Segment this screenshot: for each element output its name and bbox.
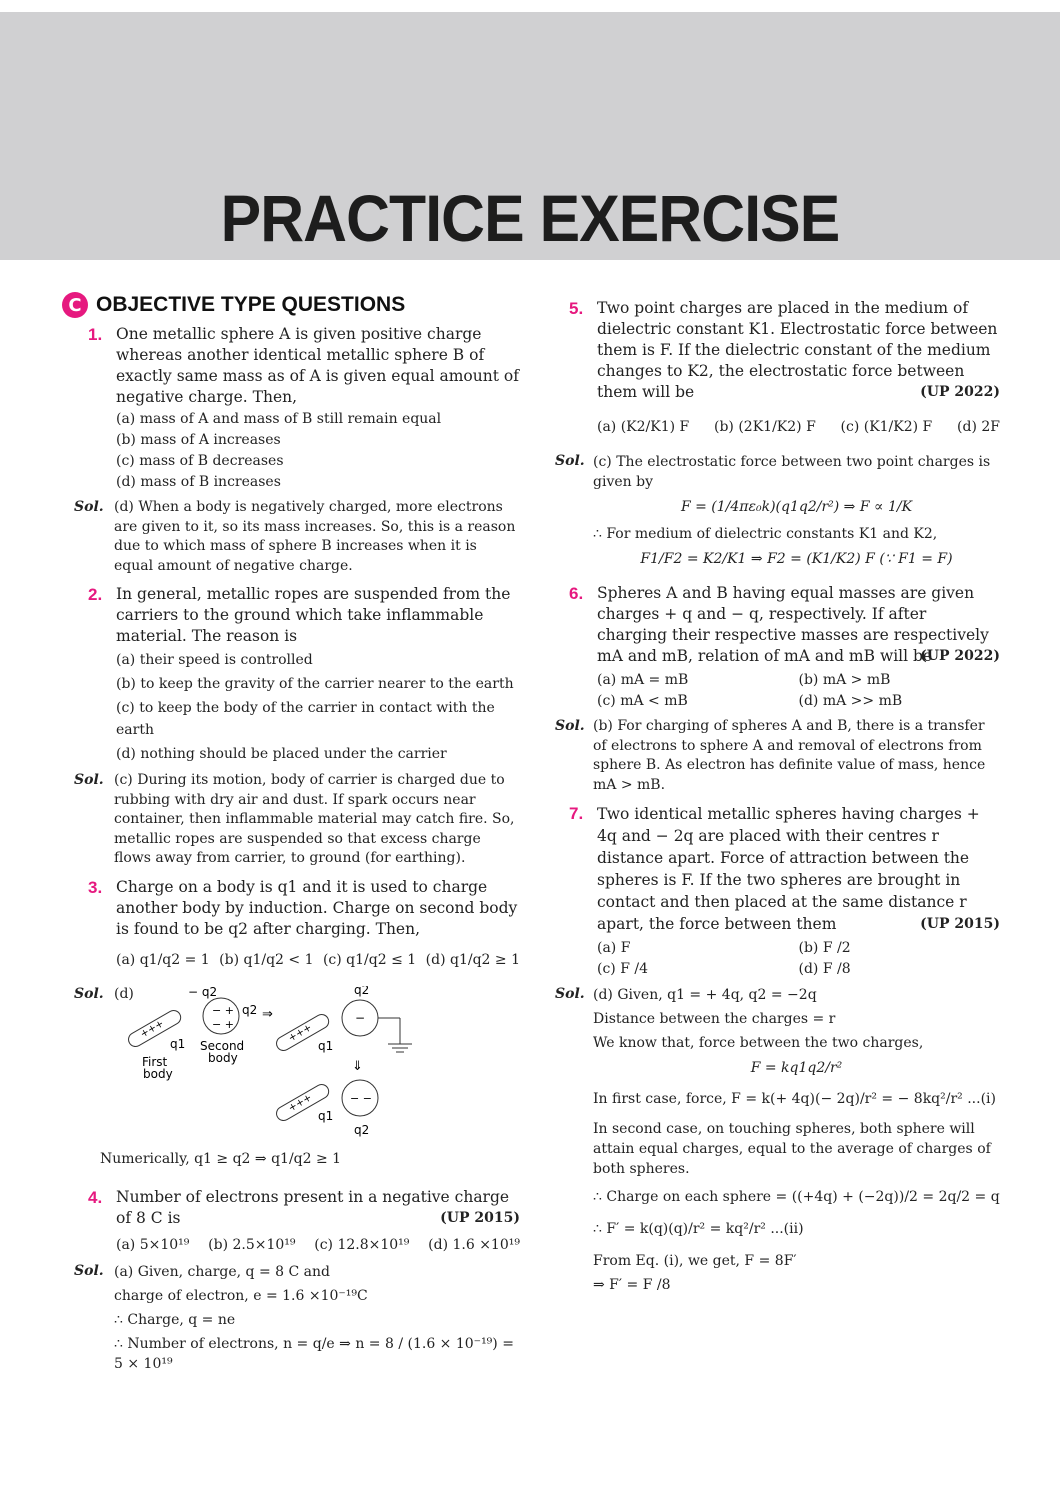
source-tag: (UP 2015) <box>440 1209 520 1226</box>
option: (c) (K1/K2) F <box>840 419 933 435</box>
option: (b) mass of A increases <box>116 432 281 448</box>
question-3 <box>62 877 520 971</box>
svg-text:q2: q2 <box>354 986 370 997</box>
option: (a) mA = mB <box>597 672 689 688</box>
grounded-sphere <box>342 986 412 1074</box>
option: (c) mA < mB <box>597 693 688 709</box>
title-banner <box>0 12 1060 260</box>
solution-1 <box>62 498 520 576</box>
solution-4 <box>62 1262 520 1374</box>
option: (a) their speed is controlled <box>116 652 313 668</box>
sol-line: ∴ Charge on each sphere = ((+4q) + (−2q))/2 = 2q/2 = q <box>593 1188 1000 1205</box>
source-tag: (UP 2022) <box>920 384 1000 400</box>
solution-5 <box>555 452 1000 569</box>
options <box>116 950 520 971</box>
sol-equation: F = (1/4πε₀k)(q1q2/r²) ⇒ F ∝ 1/K <box>680 499 913 515</box>
svg-text:+++: +++ <box>286 1092 314 1115</box>
sol-line: ∴ Charge, q = ne <box>114 1311 236 1328</box>
sol-text: (b) For charging of spheres A and B, there is a transfer of electrons to sphere A and removal of electrons from sphere B. As electron has definite value of mass, hence mA > mB. <box>593 718 986 793</box>
question-number: 5. <box>569 299 584 318</box>
option: (c) mass of B decreases <box>116 453 284 469</box>
question-text: Two identical metallic spheres having charges + 4q and − 2q are placed with their centres r distance apart. Force of attraction between the spheres is F. If the two spheres are brought in contact and then placed at the same distance r apart, the force between them <box>597 805 980 933</box>
sol-text: (d) When a body is negatively charged, more electrons are given to it, so its mass increases. So, this is a reason due to which mass of sphere B increases when it is equal amount of negative charge. <box>114 499 516 574</box>
svg-text:q2: q2 <box>354 1123 370 1137</box>
option: (b) 2.5×10¹⁹ <box>208 1236 296 1253</box>
options <box>597 939 1000 979</box>
svg-text:− +: − + <box>212 1018 234 1031</box>
option: (c) 12.8×10¹⁹ <box>314 1236 410 1253</box>
options <box>597 417 1000 438</box>
section-heading <box>62 292 520 318</box>
sol-line: We know that, force between the two charges, <box>593 1035 924 1051</box>
options <box>116 649 520 765</box>
sol-equation: F1/F2 = K2/K1 ⇒ F2 = (K1/K2) F (∵ F1 = F) <box>640 550 953 567</box>
option: (a) F <box>597 940 631 956</box>
left-column <box>62 292 520 1378</box>
question-7 <box>555 803 1000 979</box>
question-text: One metallic sphere A is given positive charge whereas another identical metallic sphere B of exactly same mass as of A is given equal amount of negative charge. Then, <box>116 325 519 406</box>
q1-label: q1 <box>170 1037 186 1051</box>
option: (a) 5×10¹⁹ <box>116 1236 190 1253</box>
sol-line: ⇒ F′ = F /8 <box>593 1276 671 1293</box>
question-number: 6. <box>569 584 584 603</box>
question-text: Spheres A and B having equal masses are given charges + q and − q, respectively. If after charging their respective masses are respectively mA and mB, relation of mA and mB will be <box>597 584 989 665</box>
sol-line: ∴ For medium of dielectric constants K1 and K2, <box>593 525 938 542</box>
svg-text:q1: q1 <box>318 1039 334 1053</box>
sol-line: (a) Given, charge, q = 8 C and <box>114 1263 330 1280</box>
induction-figure <box>100 986 450 1146</box>
solution-3 <box>62 985 520 1169</box>
sol-line: (d) Given, q1 = + 4q, q2 = −2q <box>593 987 817 1003</box>
sol-line: In first case, force, F = k(+ 4q)(− 2q)/r² = − 8kq²/r² ...(i) <box>593 1090 996 1107</box>
question-text: Two point charges are placed in the medium of dielectric constant K1. Electrostatic force between them is F. If the dielectric constant of the medium changes to K2, the electrostatic force between them will be <box>597 299 998 401</box>
option: (b) mA > mB <box>798 672 891 688</box>
option: (d) 1.6 ×10¹⁹ <box>428 1236 520 1253</box>
question-text: Number of electrons present in a negative charge of 8 C is <box>116 1187 510 1227</box>
question-text: In general, metallic ropes are suspended from the carriers to the ground which take inflammable material. The reason is <box>116 585 511 645</box>
option: (c) F /4 <box>597 961 649 977</box>
sol-label: Sol. <box>74 772 104 788</box>
final-state <box>274 1080 378 1137</box>
sol-label: Sol. <box>74 1262 104 1279</box>
sol-label: Sol. <box>555 718 585 734</box>
question-1 <box>62 324 520 492</box>
first-body-rod <box>126 1008 185 1081</box>
question-number: 7. <box>569 804 584 823</box>
arrow-icon: ⇒ <box>262 1007 273 1022</box>
sol-label: Sol. <box>555 986 585 1002</box>
sol-line: In second case, on touching spheres, both sphere will attain equal charges, equal to the average of charges of both spheres. <box>593 1120 991 1177</box>
sol-line: (c) The electrostatic force between two point charges is given by <box>593 454 991 490</box>
sol-equation: F = kq1q2/r² <box>750 1060 843 1076</box>
svg-text:q1: q1 <box>318 1109 334 1123</box>
question-2 <box>62 584 520 765</box>
options <box>116 410 520 492</box>
section-title: OBJECTIVE TYPE QUESTIONS <box>96 293 406 316</box>
page-title: PRACTICE EXERCISE <box>220 181 840 255</box>
question-4 <box>62 1187 520 1256</box>
sol-line: From Eq. (i), we get, F = 8F′ <box>593 1252 797 1269</box>
middle-rod <box>274 1012 333 1053</box>
option: (d) q1/q2 ≥ 1 <box>425 951 520 968</box>
question-number: 2. <box>88 585 103 604</box>
question-text: Charge on a body is q1 and it is used to charge another body by induction. Charge on second body is found to be q2 after charging. Then, <box>116 877 518 938</box>
solution-2 <box>62 771 520 869</box>
sol-line: charge of electron, e = 1.6 ×10⁻¹⁹C <box>114 1287 368 1304</box>
option: (c) q1/q2 ≤ 1 <box>322 951 417 968</box>
down-arrow-icon: ⇓ <box>352 1059 363 1074</box>
svg-text:− +: − + <box>212 1004 234 1017</box>
question-number: 1. <box>88 325 103 344</box>
option: (b) to keep the gravity of the carrier nearer to the earth <box>116 676 514 692</box>
first-body-label: First <box>142 1055 168 1069</box>
option: (b) (2K1/K2) F <box>714 419 816 435</box>
svg-text:+++: +++ <box>286 1022 314 1045</box>
options <box>116 1235 520 1256</box>
solution-6 <box>555 717 1000 795</box>
section-c-icon: C <box>62 292 88 318</box>
question-6 <box>555 583 1000 711</box>
option: (a) q1/q2 = 1 <box>116 951 210 968</box>
second-body-sphere <box>188 986 273 1065</box>
source-tag: (UP 2015) <box>920 916 1000 932</box>
right-column <box>555 298 1000 1299</box>
q2-label: q2 <box>242 1003 258 1017</box>
neg-q2-label: − q2 <box>188 986 218 999</box>
sol-line: Distance between the charges = r <box>593 1011 836 1027</box>
solution-7 <box>555 985 1000 1295</box>
sol-label: Sol. <box>74 985 104 1002</box>
option: (c) to keep the body of the carrier in contact with the earth <box>116 700 495 738</box>
question-number: 3. <box>88 877 103 897</box>
numerically-line: Numerically, q1 ≥ q2 ⇒ q1/q2 ≥ 1 <box>100 1150 342 1167</box>
first-body-label-2: body <box>143 1067 173 1081</box>
svg-text:−: − <box>355 1011 366 1025</box>
plus-signs: +++ <box>138 1018 166 1041</box>
option: (b) F /2 <box>798 940 851 956</box>
question-5 <box>555 298 1000 438</box>
svg-text:− −: − − <box>350 1092 372 1105</box>
options <box>597 671 1000 711</box>
sol-line: ∴ Number of electrons, n = q/e ⇒ n = 8 / (1.6 × 10⁻¹⁹) = 5 × 10¹⁹ <box>114 1335 514 1372</box>
sol-label: Sol. <box>74 499 104 515</box>
option: (d) mA >> mB <box>798 693 903 709</box>
sol-line: ∴ F′ = k(q)(q)/r² = kq²/r² ...(ii) <box>593 1220 804 1237</box>
sol-text: (d) <box>114 985 134 1002</box>
option: (d) F /8 <box>798 961 851 977</box>
option: (a) (K2/K1) F <box>597 419 690 435</box>
option: (b) q1/q2 < 1 <box>219 951 314 968</box>
option: (d) nothing should be placed under the carrier <box>116 746 447 762</box>
option: (a) mass of A and mass of B still remain equal <box>116 411 442 427</box>
source-tag: (UP 2022) <box>920 648 1000 664</box>
sol-text: (c) During its motion, body of carrier is charged due to rubbing with dry air and dust. If spark occurs near container, then inflammable material may catch fire. So, metallic ropes are suspended so that excess charge flows away from carrier, to ground (for earthing). <box>114 772 515 866</box>
second-body-label-2: body <box>208 1051 238 1065</box>
option: (d) 2F <box>957 419 1000 435</box>
option: (d) mass of B increases <box>116 474 281 490</box>
sol-label: Sol. <box>555 453 585 469</box>
second-body-label: Second <box>200 1039 245 1053</box>
question-number: 4. <box>88 1187 103 1207</box>
